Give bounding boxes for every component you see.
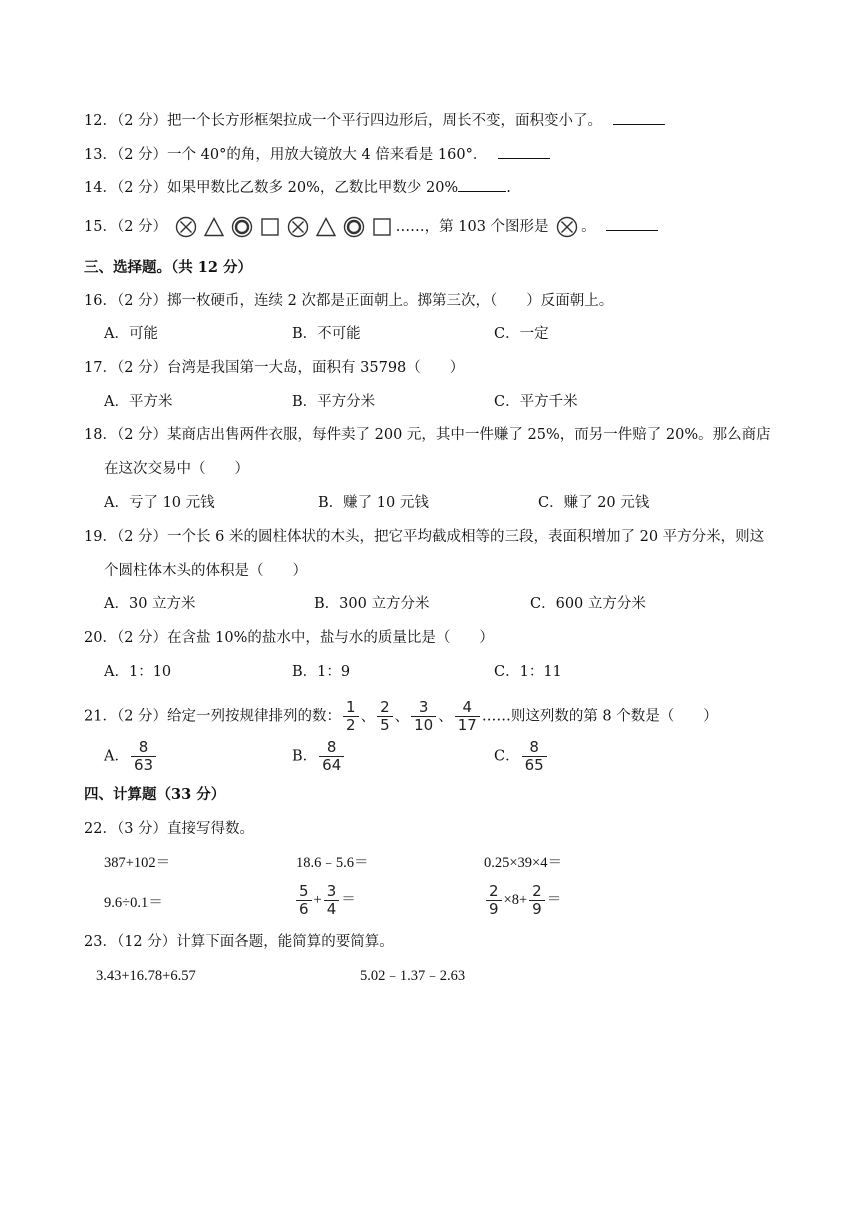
question-number: 18． xyxy=(84,427,117,443)
question-text: （2 分）把一个长方形框架拉成一个平行四边形后，周长不变，面积变小了。 xyxy=(116,113,603,129)
circle-x-icon xyxy=(175,216,197,238)
question-number: 22． xyxy=(84,821,117,837)
equals-sign: ＝ xyxy=(341,891,356,908)
numerator: 5 xyxy=(299,882,309,900)
question-text: （2 分） xyxy=(116,219,168,235)
option-a[interactable]: A．平方米 xyxy=(104,394,173,410)
option-a[interactable]: A．1：10 xyxy=(104,664,172,680)
fraction xyxy=(296,884,312,917)
question-end: 。 xyxy=(581,219,596,235)
numerator: 8 xyxy=(138,738,149,756)
fraction xyxy=(522,740,547,773)
question-22 xyxy=(84,819,254,839)
denominator: 9 xyxy=(529,900,545,917)
triangle-icon xyxy=(315,216,337,238)
triangle-icon xyxy=(203,216,225,238)
question-number: 15． xyxy=(84,219,117,235)
question-number: 13． xyxy=(84,147,117,163)
option-c[interactable]: C．赚了 20 元钱 xyxy=(538,495,650,511)
fraction xyxy=(131,740,156,773)
denominator: 65 xyxy=(522,756,547,773)
fraction-sequence xyxy=(341,698,482,734)
option-a[interactable]: A．30 立方米 xyxy=(104,596,196,612)
answer-blank[interactable] xyxy=(498,144,550,159)
question-text: （2 分）在含盐 10%的盐水中，盐与水的质量比是（ ） xyxy=(116,630,494,646)
fraction xyxy=(486,884,502,917)
separator: 、 xyxy=(394,708,410,725)
answer-blank[interactable] xyxy=(613,110,665,125)
question-12 xyxy=(84,110,665,131)
operator: ×8+ xyxy=(503,891,528,908)
option-a[interactable] xyxy=(104,740,158,773)
circle-x-icon xyxy=(287,216,309,238)
question-16 xyxy=(84,291,613,311)
numerator: 3 xyxy=(418,698,429,716)
denominator: 63 xyxy=(131,756,156,773)
calc-item[interactable]: 3.43+16.78+6.57 xyxy=(96,968,196,984)
option-b[interactable]: B．赚了 10 元钱 xyxy=(318,495,429,511)
option-c[interactable]: C．平方千米 xyxy=(494,394,578,410)
numerator: 4 xyxy=(462,698,473,716)
circle-x-icon xyxy=(556,216,578,238)
question-number: 21． xyxy=(84,708,117,725)
question-14 xyxy=(84,177,511,198)
fraction xyxy=(319,740,344,773)
question-text: （12 分）计算下面各题，能简算的要简算。 xyxy=(116,934,394,950)
numerator: 2 xyxy=(489,882,499,900)
question-20 xyxy=(84,628,494,648)
calc-item[interactable]: 0.25×39×4＝ xyxy=(484,855,562,871)
square-icon xyxy=(371,216,393,238)
section-heading-4: 四、计算题（33 分） xyxy=(84,786,226,803)
option-label: C． xyxy=(494,748,520,765)
question-text: （2 分）如果甲数比乙数多 20%，乙数比甲数少 20% xyxy=(116,180,459,196)
question-text: （3 分）直接写得数。 xyxy=(116,821,255,837)
question-text: ……则这列数的第 8 个数是（ ） xyxy=(481,708,718,725)
denominator: 5 xyxy=(377,716,393,733)
square-icon xyxy=(259,216,281,238)
fraction xyxy=(529,884,545,917)
question-17 xyxy=(84,358,464,378)
option-b[interactable]: B．300 立方分米 xyxy=(314,596,430,612)
denominator: 17 xyxy=(455,716,480,733)
question-text: （2 分）台湾是我国第一大岛，面积有 35798（ ） xyxy=(116,360,465,376)
option-c[interactable]: C．600 立方分米 xyxy=(530,596,646,612)
denominator: 6 xyxy=(296,900,312,917)
option-c[interactable]: C．1：11 xyxy=(494,664,562,680)
question-18-continued: 在这次交易中（ ） xyxy=(104,461,249,477)
question-number: 12． xyxy=(84,113,117,129)
question-13 xyxy=(84,144,550,165)
question-21 xyxy=(84,700,718,733)
question-text: ……，第 103 个图形是 xyxy=(395,219,549,235)
question-text: （2 分）给定一列按规律排列的数： xyxy=(116,708,342,725)
denominator: 64 xyxy=(319,756,344,773)
calc-item[interactable]: 18.6﹣5.6＝ xyxy=(296,855,369,871)
option-c[interactable]: C．一定 xyxy=(494,326,549,342)
question-end: . xyxy=(506,180,511,196)
denominator: 10 xyxy=(411,716,436,733)
question-text: （2 分）一个长 6 米的圆柱体状的木头，把它平均截成相等的三段，表面积增加了 20 平方分米，则这 xyxy=(116,529,765,545)
question-text: （2 分）一个 40°的角，用放大镜放大 4 倍来看是 160°． xyxy=(116,147,488,163)
equals-sign: ＝ xyxy=(546,891,562,908)
denominator: 4 xyxy=(324,900,340,917)
question-number: 14． xyxy=(84,180,117,196)
question-19-continued: 个圆柱体木头的体积是（ ） xyxy=(104,563,307,579)
double-circle-icon xyxy=(231,216,253,238)
question-number: 16． xyxy=(84,293,117,309)
option-b[interactable]: B．平方分米 xyxy=(292,394,376,410)
question-text: （2 分）某商店出售两件衣服，每件卖了 200 元，其中一件赚了 25%，而另一件赔了 20%。那么商店 xyxy=(116,427,771,443)
question-19 xyxy=(84,527,764,547)
operator: + xyxy=(313,891,322,908)
numerator: 8 xyxy=(326,738,337,756)
calc-item[interactable] xyxy=(294,884,356,917)
option-label: A． xyxy=(104,748,129,765)
option-b[interactable]: B．1：9 xyxy=(292,664,351,680)
question-number: 20． xyxy=(84,630,117,646)
denominator: 2 xyxy=(343,716,359,733)
fraction xyxy=(411,700,436,733)
question-number: 17． xyxy=(84,360,117,376)
answer-blank[interactable] xyxy=(458,177,506,192)
numerator: 8 xyxy=(529,738,539,756)
question-number: 19． xyxy=(84,529,117,545)
option-c[interactable] xyxy=(494,740,549,773)
shape-sequence xyxy=(172,219,396,235)
question-15 xyxy=(84,216,658,238)
numerator: 3 xyxy=(326,882,337,900)
fraction xyxy=(377,700,393,733)
question-text: （2 分）掷一枚硬币，连续 2 次都是正面朝上。掷第三次，（ ）反面朝上。 xyxy=(116,293,614,309)
separator: 、 xyxy=(360,708,376,725)
calc-item[interactable]: 5.02﹣1.37﹣2.63 xyxy=(360,968,466,984)
question-23 xyxy=(84,932,394,952)
fraction xyxy=(343,700,359,733)
double-circle-icon xyxy=(343,216,365,238)
separator: 、 xyxy=(438,708,453,725)
calc-item[interactable]: 9.6÷0.1＝ xyxy=(104,895,163,911)
option-a[interactable]: A．可能 xyxy=(104,326,158,342)
numerator: 1 xyxy=(346,698,356,716)
fraction xyxy=(324,884,340,917)
calc-item[interactable]: 387+102＝ xyxy=(104,855,171,871)
option-b[interactable]: B．不可能 xyxy=(292,326,361,342)
answer-blank[interactable] xyxy=(606,216,658,231)
denominator: 9 xyxy=(486,900,502,917)
question-18 xyxy=(84,425,771,445)
numerator: 2 xyxy=(380,698,390,716)
fraction xyxy=(455,700,480,733)
option-label: B． xyxy=(292,748,318,765)
section-heading-3: 三、选择题。（共 12 分） xyxy=(84,259,253,276)
option-b[interactable] xyxy=(292,740,346,773)
option-a[interactable]: A．亏了 10 元钱 xyxy=(104,495,215,511)
calc-item[interactable] xyxy=(484,884,561,917)
numerator: 2 xyxy=(532,882,542,900)
question-number: 23． xyxy=(84,934,117,950)
